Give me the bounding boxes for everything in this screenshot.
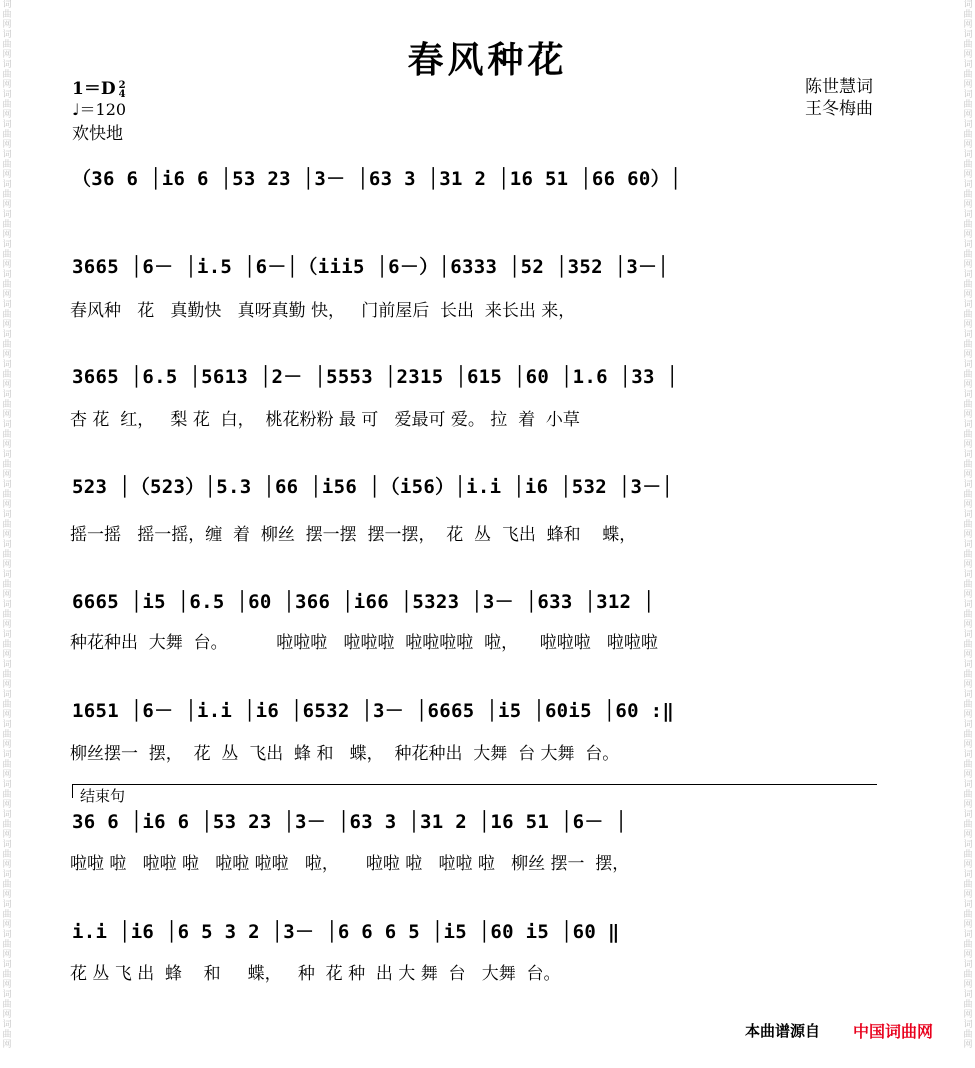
- time-signature-bottom: 4: [118, 88, 126, 100]
- watermark-right: 词曲网词曲网词曲网词曲网词曲网词曲网词曲网词曲网词曲网词曲网词曲网词曲网词曲网词曲网词曲网词曲网词曲网词曲网词曲网词曲网词曲网词曲网词曲网词曲网词曲网词曲网词曲网词曲网词曲网词曲网词曲网词曲网词曲网词曲网词曲网: [963, 0, 973, 1050]
- score-line-4-lyrics: 摇一摇 摇一摇，缠 着 柳丝 摆一摆 摆一摆， 花 丛 飞出 蜂和 蝶，: [70, 525, 637, 545]
- credits: [805, 76, 873, 120]
- score-line-7-lyrics: 啦啦 啦 啦啦 啦 啦啦 啦啦 啦， 啦啦 啦 啦啦 啦 柳丝 摆一 摆，: [70, 854, 630, 874]
- song-title: 春风种花: [407, 39, 568, 81]
- score-line-2-lyrics: 春风种 花 真勤快 真呀真勤 快， 门前屋后 长出 来长出 来，: [70, 301, 576, 321]
- score-line-5-lyrics: 种花种出 大舞 台。 啦啦啦 啦啦啦 啦啦啦啦 啦， 啦啦啦 啦啦啦: [70, 633, 658, 653]
- score-line-8-lyrics: 花 丛 飞 出 蜂 和 蝶， 种 花 种 出 大 舞 台 大舞 台。: [70, 964, 561, 984]
- score-line-5-notes: 6665 │i5 │6.5 │60 │366 │i66 │5323 │3－ │633 │312 │: [72, 591, 655, 613]
- score-line-2-notes: 3665 │6－ │i.5 │6－│（iii5 │6－）│6333 │52 │352 │3－│: [72, 256, 670, 278]
- score-line-7-notes: 36 6 │i6 6 │53 23 │3－ │63 3 │31 2 │16 51 │6－ │: [72, 811, 628, 833]
- ending-bracket-line: [72, 784, 877, 785]
- score-line-3-notes: 3665 │6.5 │5613 │2－ │5553 │2315 │615 │60 │1.6 │33 │: [72, 366, 679, 388]
- score-line-6-lyrics: 柳丝摆一 摆， 花 丛 飞出 蜂 和 蝶， 种花种出 大舞 台 大舞 台。: [70, 744, 620, 764]
- time-signature-top: 2: [118, 79, 126, 91]
- score-line-3-lyrics: 杏 花 红， 梨 花 白， 桃花粉粉 最 可 爱最可 爱。 拉 着 小草: [70, 410, 580, 430]
- lyricist: 陈世慧词: [805, 77, 873, 97]
- score-line-8-notes: i.i │i6 │6 5 3 2 │3－ │6 6 6 5 │i5 │60 i5 │60 ‖: [72, 921, 620, 943]
- expression-marking: 欢快地: [72, 124, 123, 144]
- key-signature: [72, 74, 126, 99]
- key-label: 1＝D: [72, 79, 116, 99]
- ending-bracket-tick: [72, 784, 73, 798]
- score-line-4-notes: 523 │（523）│5.3 │66 │i56 │（i56）│i.i │i6 │532 │3－│: [72, 476, 674, 498]
- tempo-marking: ♩＝120: [72, 100, 127, 119]
- composer: 王冬梅曲: [805, 99, 873, 119]
- score-line-6-notes: 1651 │6－ │i.i │i6 │6532 │3－ │6665 │i5 │60i5 │60 :‖: [72, 700, 675, 722]
- ending-label: 结束句: [80, 787, 126, 805]
- brand-link[interactable]: 中国词曲网: [853, 1022, 934, 1041]
- source-label: 本曲谱源自: [745, 1022, 821, 1040]
- time-signature: [119, 81, 126, 99]
- watermark-left: 词曲网词曲网词曲网词曲网词曲网词曲网词曲网词曲网词曲网词曲网词曲网词曲网词曲网词曲网词曲网词曲网词曲网词曲网词曲网词曲网词曲网词曲网词曲网词曲网词曲网词曲网词曲网词曲网词曲网词曲网词曲网词曲网词曲网词曲网词曲网: [2, 0, 12, 1050]
- score-line-1-notes: （36 6 │i6 6 │53 23 │3－ │63 3 │31 2 │16 51 │66 60）│: [72, 168, 682, 190]
